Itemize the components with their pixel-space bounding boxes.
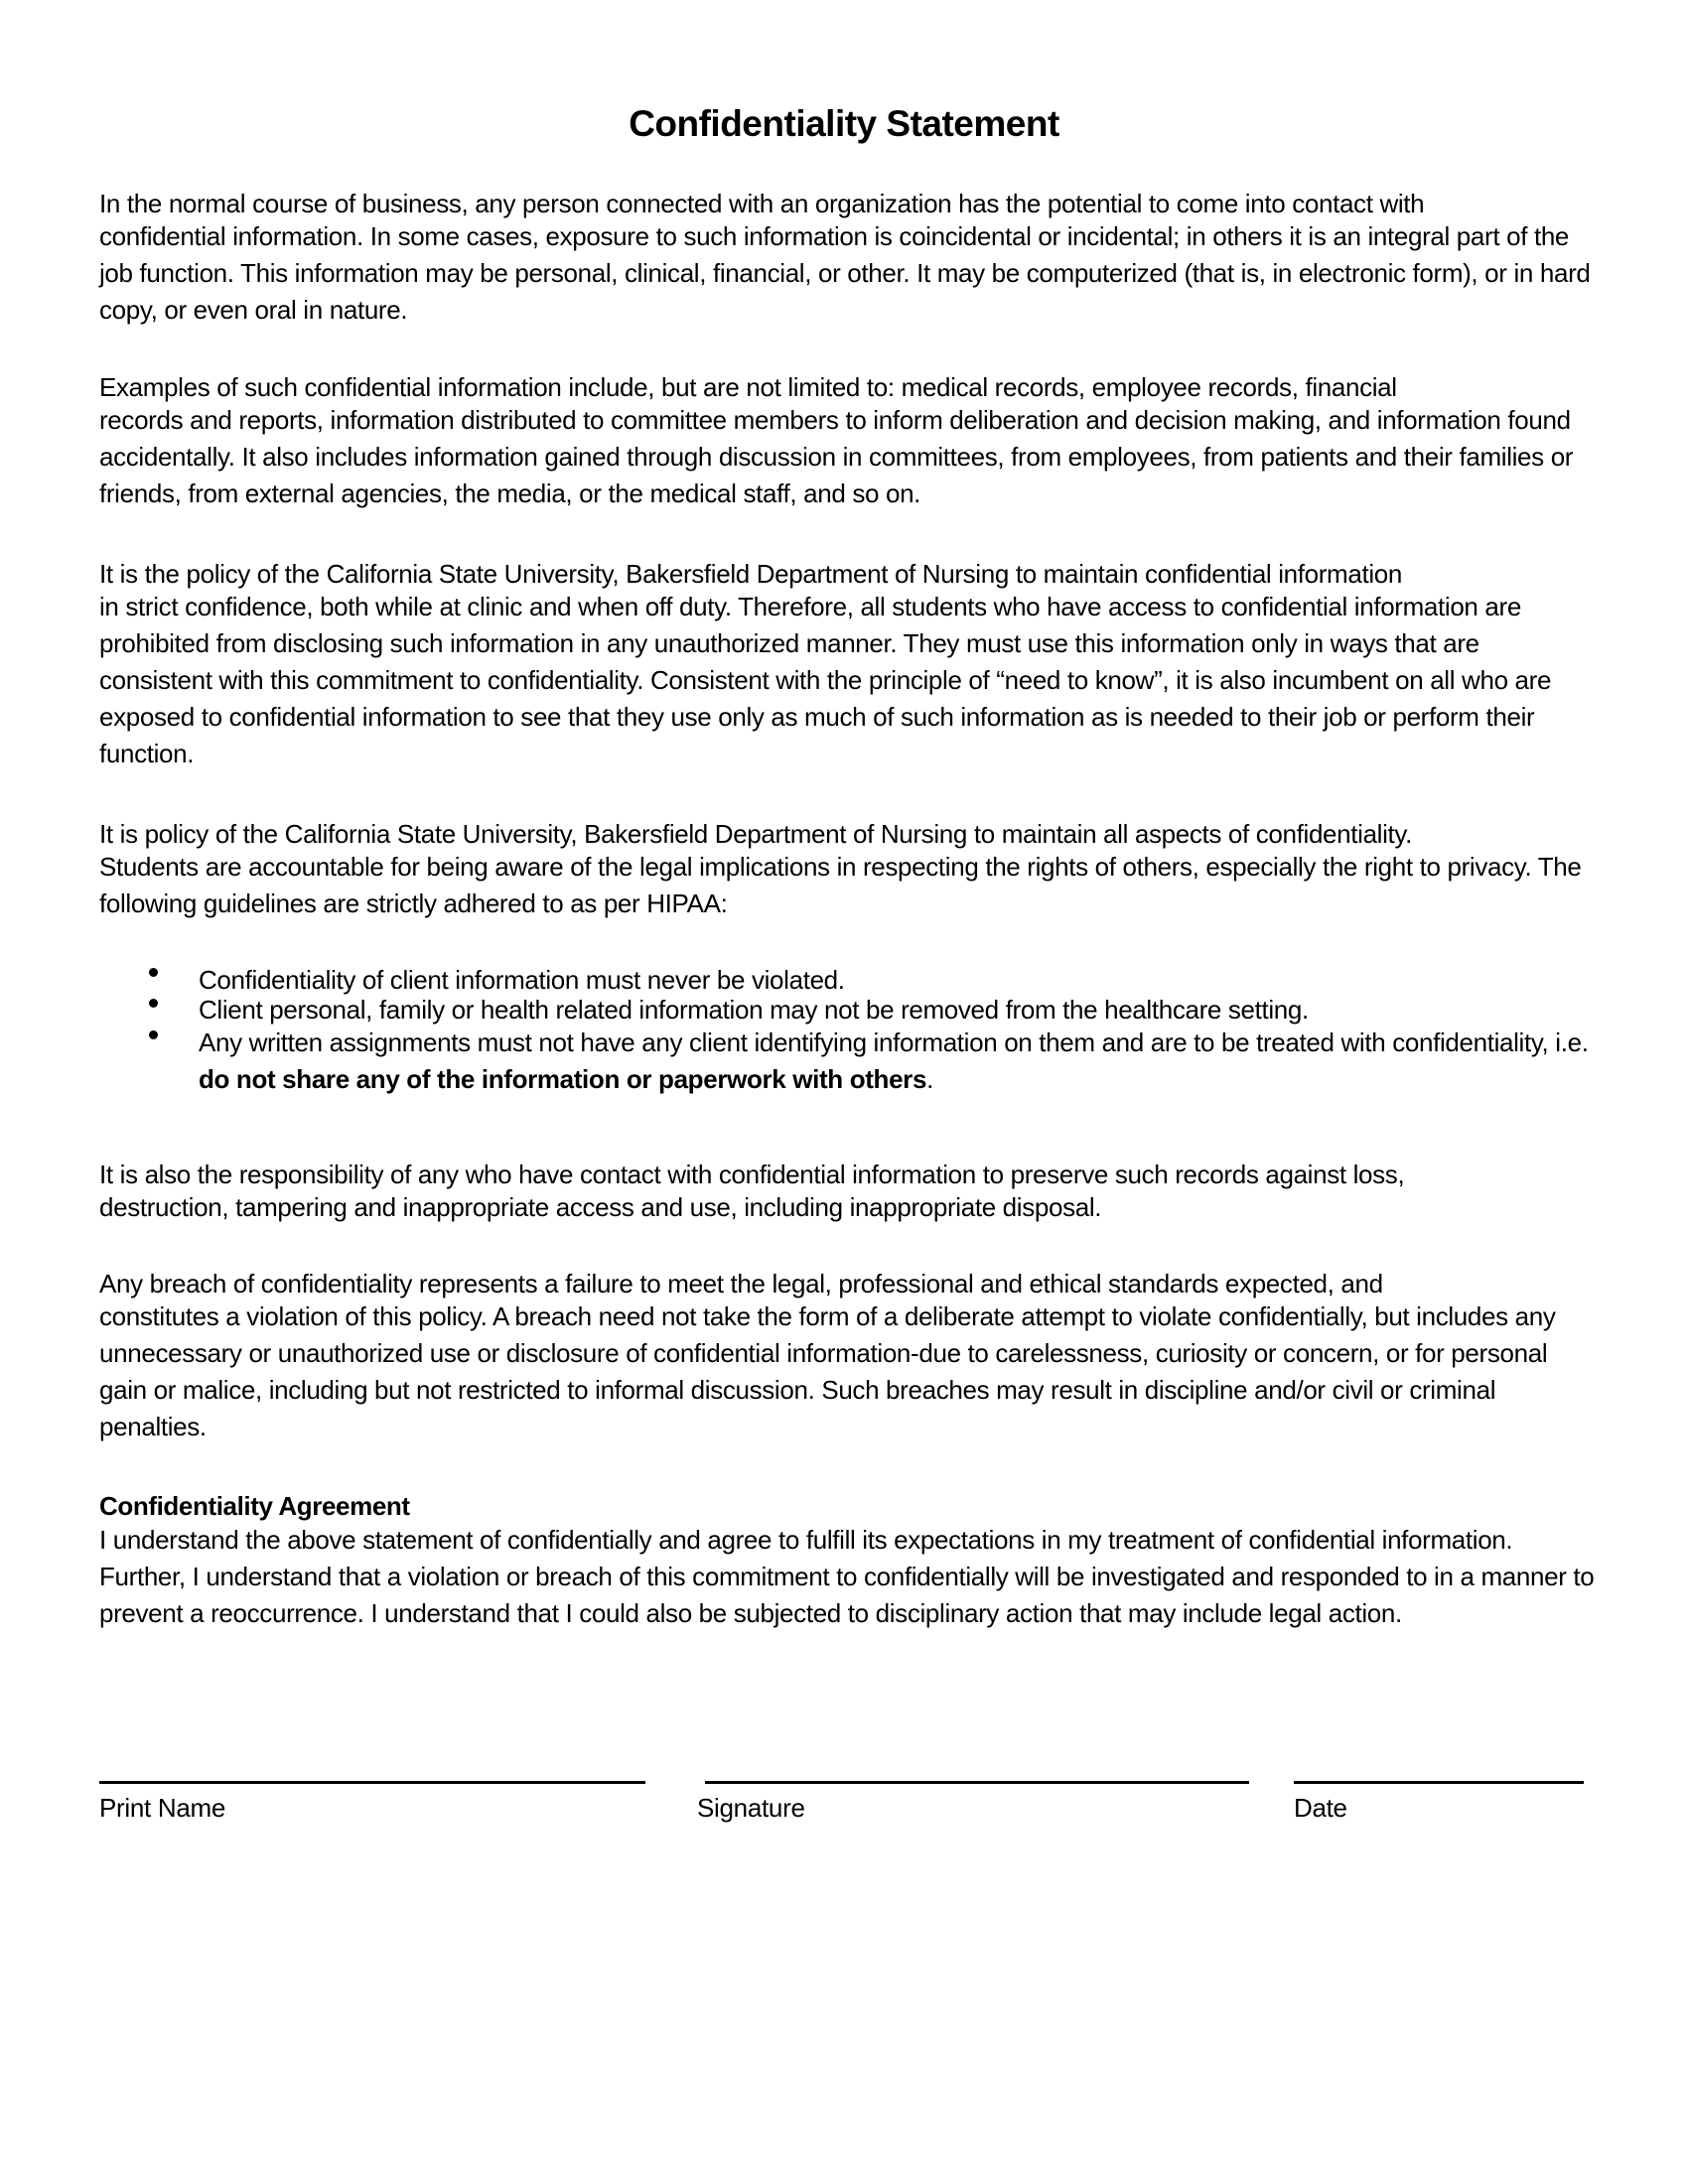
date-label: Date [1294,1793,1347,1823]
signature-field[interactable] [705,1781,1249,1784]
paragraph-responsibility: It is also the responsibility of any who have contact with confidential information to preserve such records against loss, destruction, tampering and inappropriate access and use, including inappropriate disposal. [99,1160,1405,1222]
paragraph-breach: Any breach of confidentiality represents a failure to meet the legal, professional and ethical standards expected, and constitutes a violation of this policy. A breach need not take the form of a deliberate attempt to violate confidentially, but includes any unnecessary or unauthorized use or disclosure of confidential information-due to carelessness, curiosity or concern, or for personal gain or malice, including but not restricted to informal discussion. Such breaches may result in discipline and/or civil or criminal penalties. [99,1269,1556,1441]
print-name-label: Print Name [99,1793,226,1823]
hipaa-guidelines-list [99,965,1599,1098]
paragraph-policy-confidence: It is the policy of the California State University, Bakersfield Department of Nursing to maintain confidential information in strict confidence, both while at clinic and when off duty. Therefore, all students who have access to confidential information are prohibited from disclosing such information in any unauthorized manner. They must use this information only in ways that are consistent with this commitment to confidentiality. Consistent with the principle of “need to know”, it is also incumbent on all who are exposed to confidential information to see that they use only as much of such information as is needed to their job or perform their function. [99,559,1552,768]
document-title: Confidentiality Statement [629,103,1059,144]
agreement-title: Confidentiality Agreement [99,1491,410,1521]
paragraph-examples: Examples of such confidential information include, but are not limited to: medical records, employee records, financial records and reports, information distributed to committee members to inform deliberation and decision making, and information found accidentally. It also includes information gained through discussion in committees, from employees, from patients and their families or friends, from external agencies, the media, or the medical staff, and so on. [99,372,1574,508]
agreement-text: I understand the above statement of confidentially and agree to fulfill its expectations in my treatment of confidential information. Further, I understand that a violation or breach of this commitment to confidentially will be investigated and responded to in a manner to prevent a reoccurrence. I understand that I could also be subjected to disciplinary action that may include legal action. [99,1525,1595,1628]
list-item: Confidentiality of client information must never be violated. [199,965,845,995]
list-item: Any written assignments must not have any client identifying information on them and are to be treated with confidentiality, i.e. do not share any of the information or paperwork with others. [199,1027,1589,1094]
signature-label: Signature [697,1793,805,1823]
emphasis-text: do not share any of the information or paperwork with others [199,1064,927,1094]
date-field[interactable] [1294,1781,1584,1784]
paragraph-intro: In the normal course of business, any person connected with an organization has the potential to come into contact with confidential information. In some cases, exposure to such information is coincidental or incidental; in others it is an integral part of the job function. This information may be personal, clinical, financial, or other. It may be computerized (that is, in electronic form), or in hard copy, or even oral in nature. [99,189,1591,325]
list-item: Client personal, family or health related information may not be removed from the healthcare setting. [199,995,1309,1024]
print-name-field[interactable] [99,1781,645,1784]
paragraph-policy-hipaa: It is policy of the California State University, Bakersfield Department of Nursing to maintain all aspects of confidentiality. Students are accountable for being aware of the legal implications in respecting the rights of others, especially the right to privacy. The following guidelines are strictly adhered to as per HIPAA: [99,819,1582,918]
